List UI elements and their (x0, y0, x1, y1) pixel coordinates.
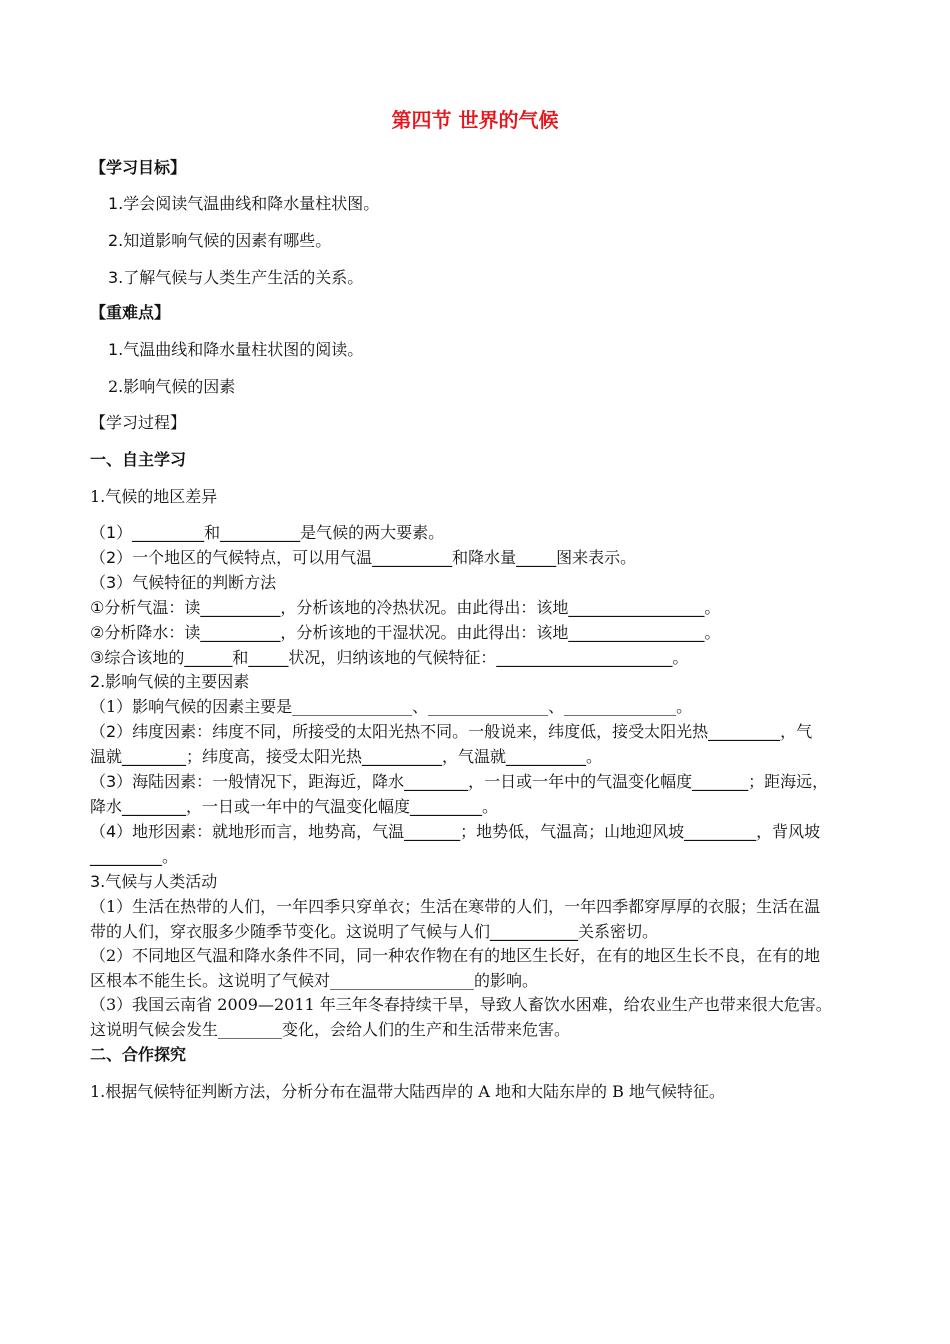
text-line: ③综合该地的______和_____状况，归纳该地的气候特征：______________________。 (90, 648, 689, 667)
text-line: 1.气候的地区差异 (90, 487, 218, 506)
text-line: （2）纬度因素：纬度不同，所接受的太阳光热不同。一般说来，纬度低，接受太阳光热_________，气 (90, 722, 813, 741)
text-line: 3.气候与人类活动 (90, 872, 218, 891)
text-line: ②分析降水：读__________，分析该地的干湿状况。由此得出：该地_________________。 (90, 623, 721, 642)
text-line: （1）影响气候的因素主要是_______________、_______________、______________。 (90, 697, 693, 716)
text-line: 【学习过程】 (90, 413, 187, 432)
text-line: （1）_________和__________是气候的两大要素。 (90, 523, 445, 542)
text-line: 一、自主学习 (90, 450, 187, 469)
text-line: 2.影响气候的主要因素 (90, 672, 250, 691)
text-line: 1.根据气候特征判断方法，分析分布在温带大陆西岸的 A 地和大陆东岸的 B 地气候特征。 (90, 1082, 725, 1101)
page-title: 第四节 世界的气候 (391, 108, 559, 132)
text-line: ①分析气温：读__________，分析该地的冷热状况。由此得出：该地_________________。 (90, 598, 721, 617)
text-line: 1.学会阅读气温曲线和降水量柱状图。 (108, 194, 380, 213)
text-line: （3）气候特征的判断方法 (90, 573, 277, 592)
text-line: 【重难点】 (90, 303, 171, 322)
text-line: 区根本不能生长。这说明了气候对__________________的影响。 (90, 971, 539, 990)
text-line: 2.知道影响气候的因素有哪些。 (108, 231, 332, 250)
text-line: （1）生活在热带的人们，一年四季只穿单衣；生活在寒带的人们，一年四季都穿厚厚的衣服；生活在温 (90, 897, 821, 916)
text-line: 1.气温曲线和降水量柱状图的阅读。 (108, 340, 364, 359)
text-line: 这说明气候会发生________变化，会给人们的生产和生活带来危害。 (90, 1020, 571, 1039)
text-line: 带的人们，穿衣服多少随季节变化。这说明了气候与人们___________关系密切。 (90, 922, 659, 941)
text-line: 降水________，一日或一年中的气温变化幅度_________。 (90, 797, 499, 816)
text-line: 3.了解气候与人类生产生活的关系。 (108, 268, 364, 287)
text-line: 温就________；纬度高，接受太阳光热__________，气温就__________。 (90, 747, 603, 766)
text-line: _________。 (90, 847, 179, 866)
text-line: （2）不同地区气温和降水条件不同，同一种农作物在有的地区生长好，在有的地区生长不良，在有的地 (90, 946, 821, 965)
text-line: 2.影响气候的因素 (108, 377, 236, 396)
text-line: （3）海陆因素：一般情况下，距海近，降水________，一日或一年中的气温变化幅度_______；距海远， (90, 772, 829, 791)
text-line: 【学习目标】 (90, 158, 187, 177)
text-line: 二、合作探究 (90, 1045, 187, 1064)
text-line: （4）地形因素：就地形而言，地势高，气温_______；地势低，气温高；山地迎风坡_________，背风坡 (90, 822, 821, 841)
text-line: （2）一个地区的气候特点，可以用气温__________和降水量_____图来表示。 (90, 548, 637, 567)
text-line: （3）我国云南省 2009—2011 年三年冬春持续干旱，导致人畜饮水困难，给农业生产也带来很大危害。 (90, 995, 832, 1014)
